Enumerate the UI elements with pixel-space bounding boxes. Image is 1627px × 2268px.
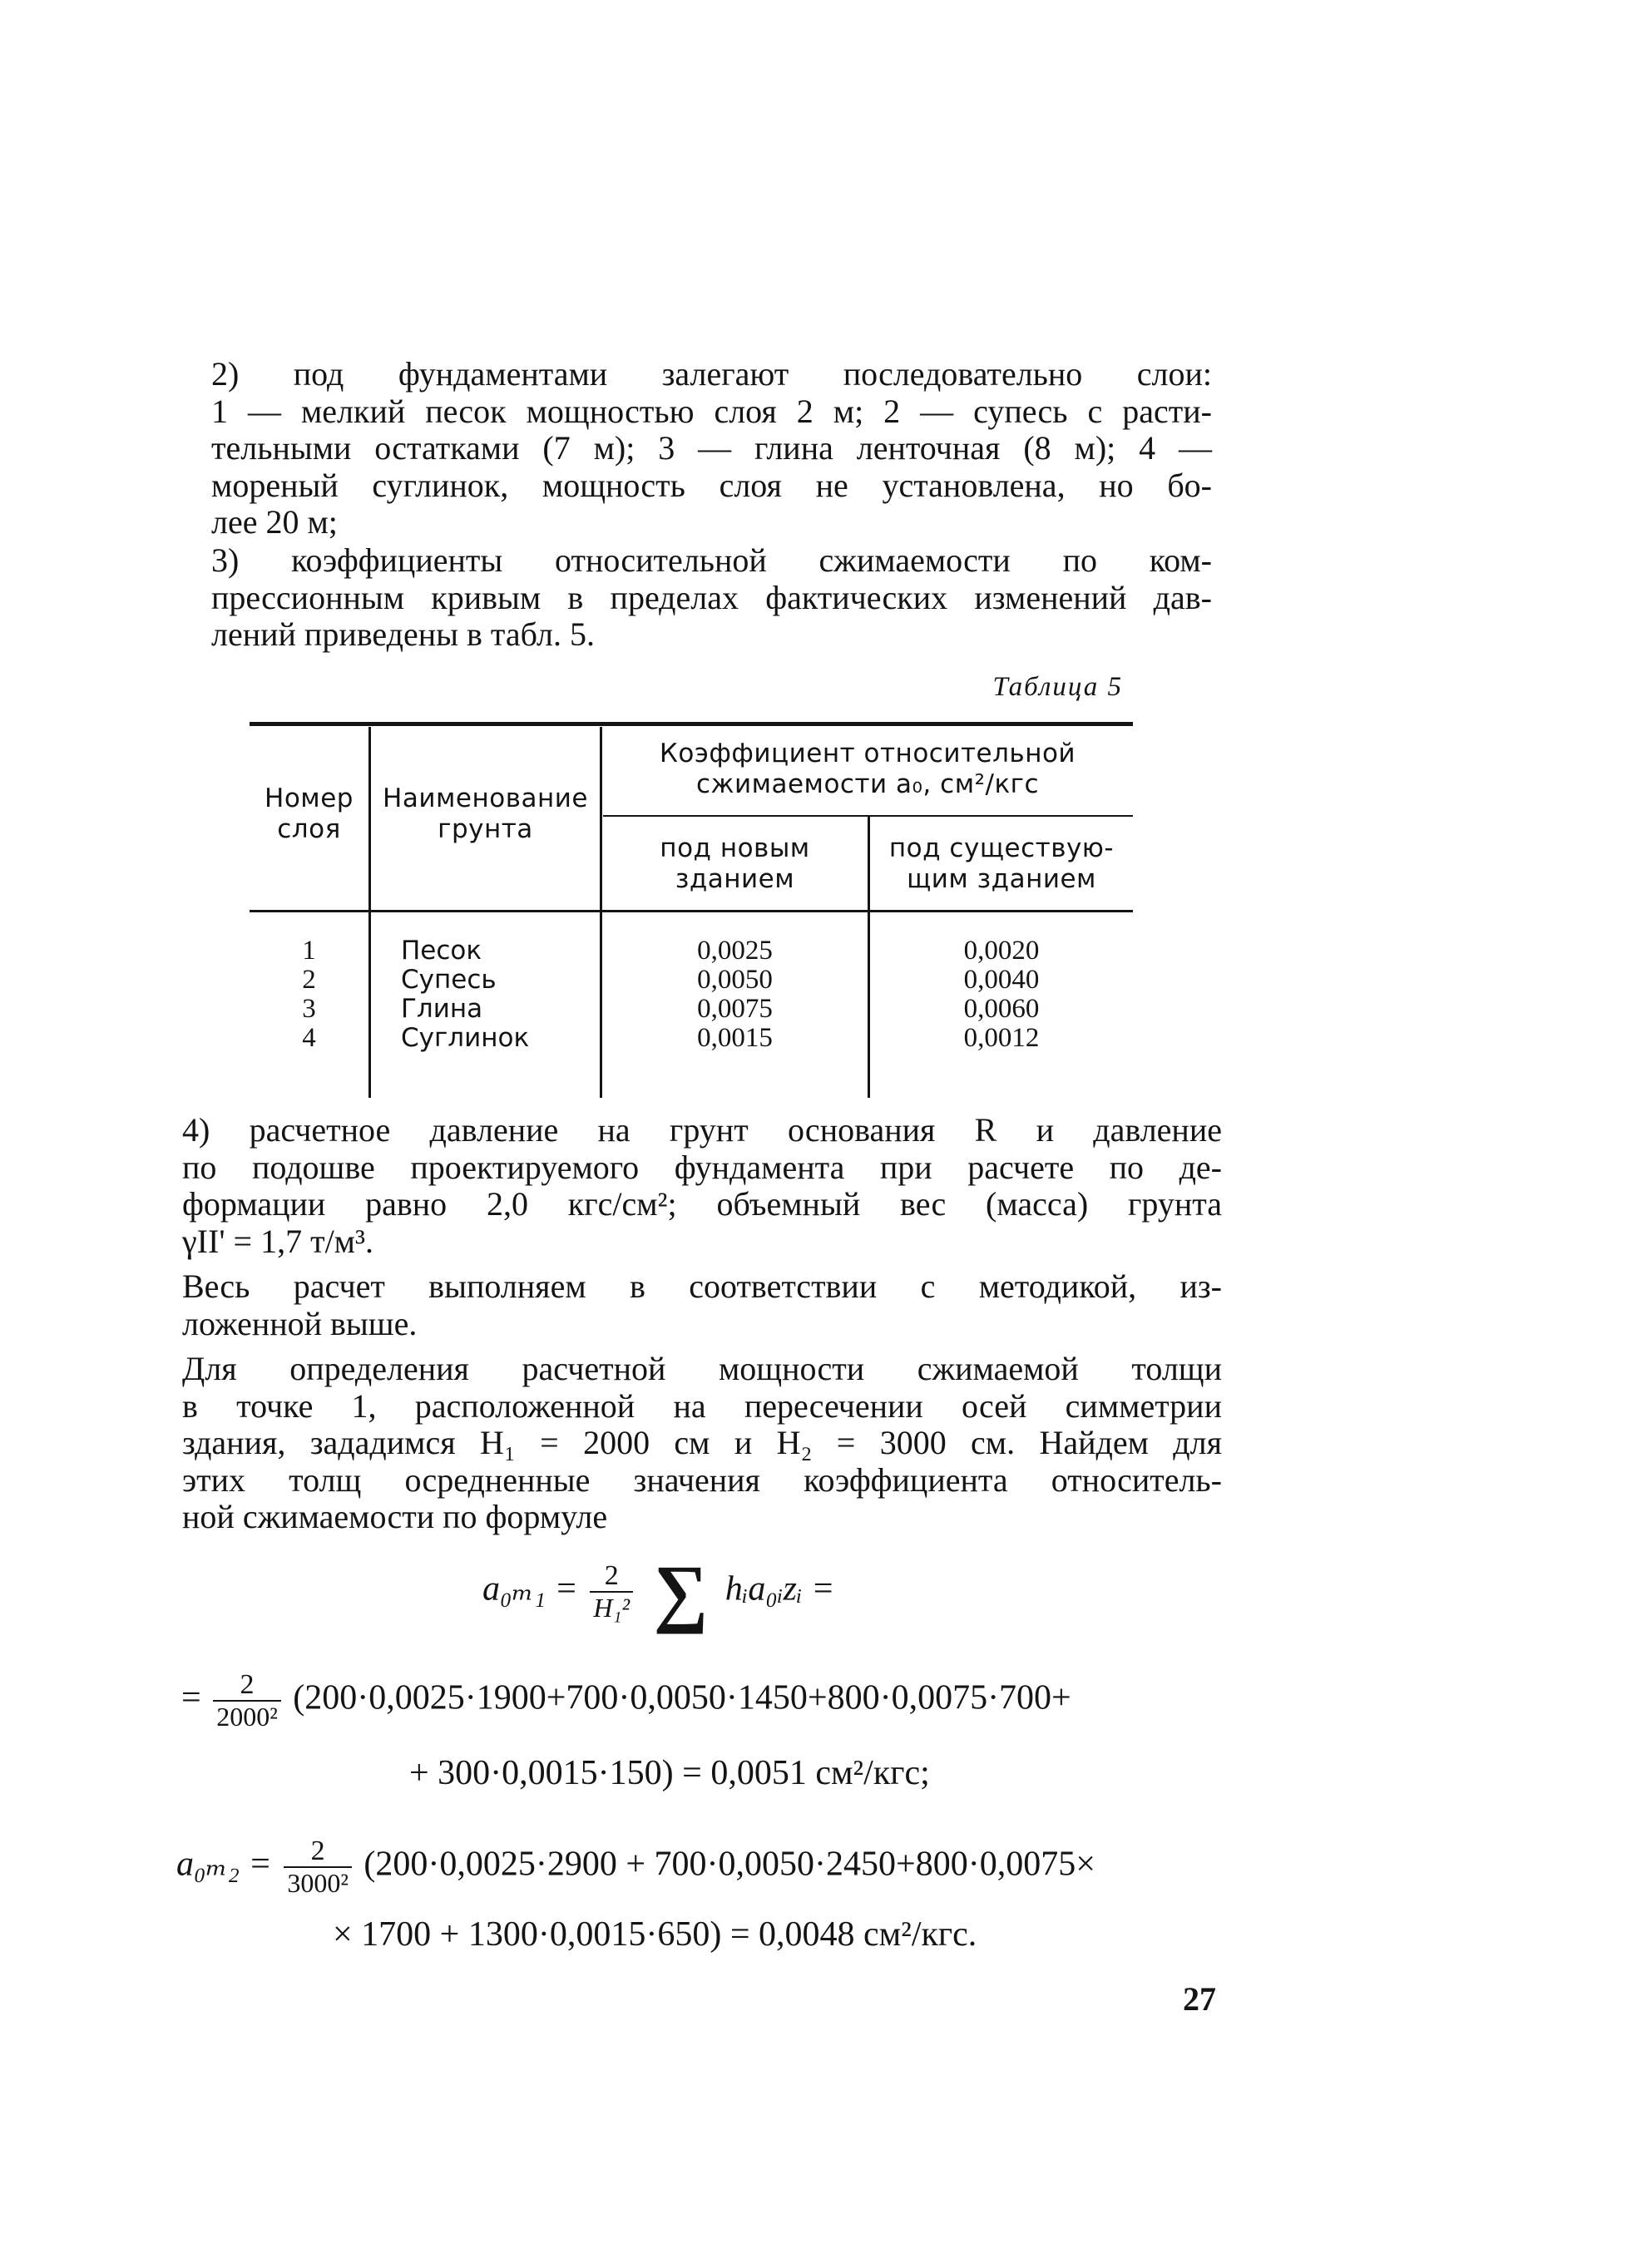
text-line: по подошве проектируемого фундамента при расчете по де- (182, 1148, 1222, 1186)
formula-lhs-2: a₀ₘ₂ = (176, 1845, 272, 1884)
formula-fraction-3 (284, 1836, 352, 1898)
column-layer-numbers (250, 936, 368, 1053)
table-cell: 0,0040 (963, 965, 1040, 995)
table-cell: 0,0012 (963, 1023, 1040, 1053)
table-cell: 2 (302, 965, 316, 995)
table-cell: 4 (302, 1023, 316, 1053)
formula-line-4 (176, 1836, 1095, 1898)
table-cell: 1 (302, 936, 316, 966)
text-line: 2) под фундаментами залегают последовательно слои: (211, 355, 1212, 393)
text-line: лее 20 м; (211, 503, 338, 541)
table-vline-1 (368, 727, 371, 1098)
fraction-numerator: 2 (604, 1560, 619, 1591)
table-cell: 0,0075 (697, 994, 773, 1024)
table-cell: 0,0060 (963, 994, 1040, 1024)
formula-fraction-2 (213, 1670, 281, 1732)
table-caption: Таблица 5 (992, 672, 1123, 702)
fraction-numerator: 2 (240, 1669, 255, 1700)
sum-symbol: ∑ (653, 1549, 709, 1634)
formula-line-3 (409, 1753, 930, 1793)
formula-line-5 (333, 1915, 977, 1954)
table-5 (250, 722, 1133, 1098)
header-coefficient-group (602, 739, 1133, 800)
equals-sign: = (181, 1678, 201, 1717)
text-line: тельными остатками (7 м); 3 — глина ленточная (8 м); 4 — (211, 429, 1212, 467)
text-line: 4) расчетное давление на грунт основания R и давление (182, 1111, 1222, 1149)
formula-expression: (200·0,0025·1900+700·0,0050·1450+800·0,0075·700+ (293, 1678, 1071, 1717)
formula-lhs-1: a₀ₘ₁ = (482, 1569, 578, 1608)
header-new-building (602, 833, 868, 895)
header-layer-number (250, 783, 368, 845)
fraction-denominator: 3000² (284, 1866, 352, 1898)
header-text: щим зданием (907, 864, 1096, 894)
header-text: Наименование (383, 783, 588, 813)
paragraph-design-pressure (182, 1112, 1222, 1260)
fraction-denominator: H₁² (590, 1591, 633, 1623)
formula-expression: (200·0,0025·2900 + 700·0,0050·2450+800·0,0075× (363, 1845, 1095, 1884)
formula-sum-term: hᵢa₀ᵢzᵢ = (724, 1569, 835, 1608)
paragraph-thickness (182, 1351, 1222, 1536)
table-header-rule (250, 910, 1133, 912)
table-cell: Песок (401, 936, 482, 966)
text-line: ложенной выше. (182, 1304, 418, 1342)
text-line: прессионным кривым в пределах фактических изменений дав- (211, 578, 1212, 616)
formula-expression: + 300·0,0015·150) = 0,0051 см²/кгс; (409, 1754, 930, 1792)
text-line: формации равно 2,0 кгс/см²; объемный вес (масса) грунта (182, 1185, 1222, 1223)
fraction-numerator: 2 (310, 1836, 325, 1866)
table-cell: 0,0050 (697, 965, 773, 995)
fraction-denominator: 2000² (213, 1700, 281, 1732)
header-text: зданием (675, 864, 795, 894)
text-line: 1 — мелкий песок мощностью слоя 2 м; 2 — супесь с расти- (211, 392, 1212, 430)
column-soil-names (401, 936, 592, 1053)
column-existing-building (870, 936, 1133, 1053)
table-cell: 0,0020 (963, 936, 1040, 966)
table-cell: Супесь (401, 965, 497, 995)
paragraph-coefficients (211, 542, 1212, 654)
page-number: 27 (1183, 1980, 1216, 2018)
table-cell: Глина (401, 994, 483, 1024)
header-text: слоя (277, 814, 341, 844)
table-top-rule (250, 722, 1133, 726)
header-text: сжимаемости a₀, см²/кгс (695, 769, 1040, 799)
text-line: лений приведены в табл. 5. (211, 615, 595, 653)
text-line: γII' = 1,7 т/м³. (182, 1222, 373, 1260)
text-line: Весь расчет выполняем в соответствии с методикой, из- (182, 1267, 1222, 1305)
column-new-building (602, 936, 868, 1053)
header-soil-name (371, 783, 600, 845)
text-line: мореный суглинок, мощность слоя не установлена, но бо- (211, 466, 1212, 504)
table-cell: Суглинок (401, 1023, 530, 1053)
formula-line-2 (181, 1670, 1071, 1732)
table-cell: 3 (302, 994, 316, 1024)
formula-line-1 (482, 1549, 835, 1634)
paragraph-soil-layers (211, 356, 1212, 541)
header-text: Коэффициент относительной (659, 739, 1076, 768)
text-line: ной сжимаемости по формуле (182, 1498, 608, 1535)
formula-expression: × 1700 + 1300·0,0015·650) = 0,0048 см²/кгс. (333, 1915, 977, 1954)
header-text: под новым (660, 833, 810, 863)
text-line: здания, зададимся H₁ = 2000 см и H₂ = 3000 см. Найдем для (182, 1424, 1222, 1461)
formula-fraction-1 (590, 1561, 633, 1623)
text-line: Для определения расчетной мощности сжимаемой толщи (182, 1350, 1222, 1387)
header-existing-building (870, 833, 1133, 895)
paragraph-method (182, 1268, 1222, 1342)
table-cell: 0,0025 (697, 936, 773, 966)
table-cell: 0,0015 (697, 1023, 773, 1053)
text-line: 3) коэффициенты относительной сжимаемости по ком- (211, 541, 1212, 579)
header-text: под существую- (888, 833, 1115, 863)
text-line: в точке 1, расположенной на пересечении осей симметрии (182, 1386, 1222, 1425)
text-line: этих толщ осредненные значения коэффициента относитель- (182, 1460, 1222, 1499)
header-text: грунта (438, 814, 533, 844)
header-text: Номер (265, 783, 354, 813)
